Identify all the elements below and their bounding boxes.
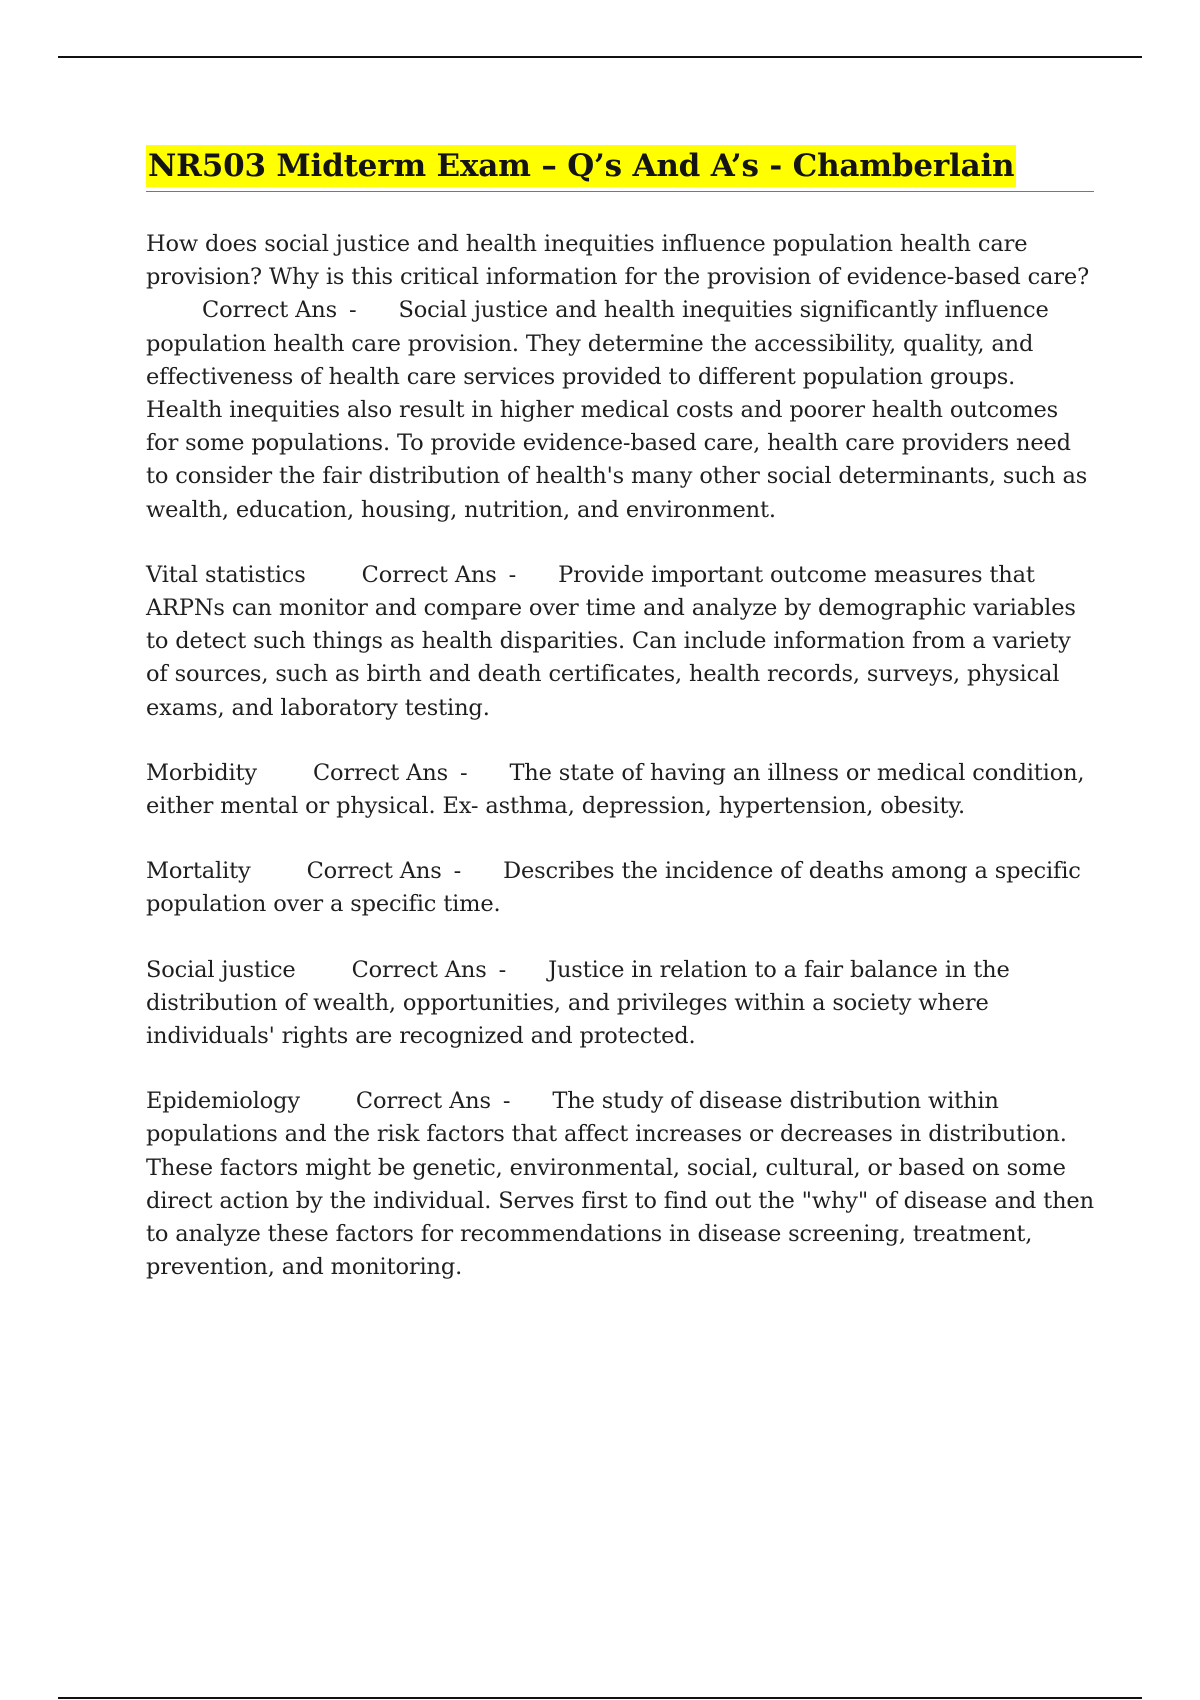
qa-entry	[146, 559, 1094, 725]
entry-answer: Justice in relation to a fair balance in the distribution of wealth, opportunities, and privileges within a society where individuals' rights are recognized and protected.	[146, 956, 1010, 1050]
entry-term: How does social justice and health inequities influence population health care provision? Why is this critical information for the provision of evidence-based care?	[146, 231, 1089, 291]
entry-term: Epidemiology	[146, 1088, 300, 1115]
answer-label: Correct Ans	[351, 956, 487, 983]
answer-label: Correct Ans	[361, 561, 497, 588]
document-title: NR503 Midterm Exam – Q’s And A’s - Chamberlain	[146, 145, 1016, 187]
answer-dash: -	[502, 1088, 511, 1115]
qa-entry	[146, 757, 1094, 823]
qa-entry	[146, 954, 1094, 1054]
answer-dash: -	[453, 858, 462, 885]
answer-dash: -	[498, 956, 507, 983]
answer-label: Correct Ans	[312, 759, 448, 786]
qa-entry	[146, 228, 1094, 527]
entry-term: Vital statistics	[146, 561, 306, 588]
answer-label: Correct Ans	[306, 858, 442, 885]
answer-label: Correct Ans	[202, 297, 338, 324]
entry-answer: The study of disease distribution within populations and the risk factors that affect increases or decreases in distribution. These factors might be genetic, environmental, social, cultural, or based on some direct action by the individual. Serves first to find out the "why" of disease and then to analyze these factors for recommendations in disease screening, treatment, prevention, and monitoring.	[146, 1088, 1094, 1281]
entry-term: Morbidity	[146, 759, 257, 786]
entry-answer: Provide important outcome measures that ARPNs can monitor and compare over time and analyze by demographic variables to detect such things as health disparities. Can include information from a variety of sources, such as birth and death certificates, health records, surveys, physical exams, and laboratory testing.	[146, 561, 1076, 721]
entry-answer: The state of having an illness or medical condition, either mental or physical. Ex- asthma, depression, hypertension, obesity.	[146, 759, 1085, 820]
entry-answer: Describes the incidence of deaths among a specific population over a specific time.	[146, 858, 1081, 918]
qa-entry	[146, 855, 1094, 921]
answer-dash: -	[508, 561, 517, 588]
page-top-rule	[58, 56, 1142, 58]
answer-dash: -	[349, 297, 357, 324]
entry-term: Social justice	[146, 956, 296, 983]
entry-term: Mortality	[146, 858, 251, 885]
page-bottom-rule	[58, 1697, 1142, 1699]
title-block	[146, 145, 1094, 192]
qa-entry	[146, 1085, 1094, 1284]
answer-dash: -	[459, 759, 468, 786]
entry-answer: Social justice and health inequities significantly influence population health care provision. They determine the accessibility, quality, and effectiveness of health care services provided to different population groups. Health inequities also result in higher medical costs and poorer health outcomes for some populations. To provide evidence-based care, health care providers need to consider the fair distribution of health's many other social determinants, such as wealth, education, housing, nutrition, and environment.	[146, 297, 1088, 523]
document-body	[146, 145, 1094, 1316]
answer-label: Correct Ans	[355, 1088, 491, 1115]
